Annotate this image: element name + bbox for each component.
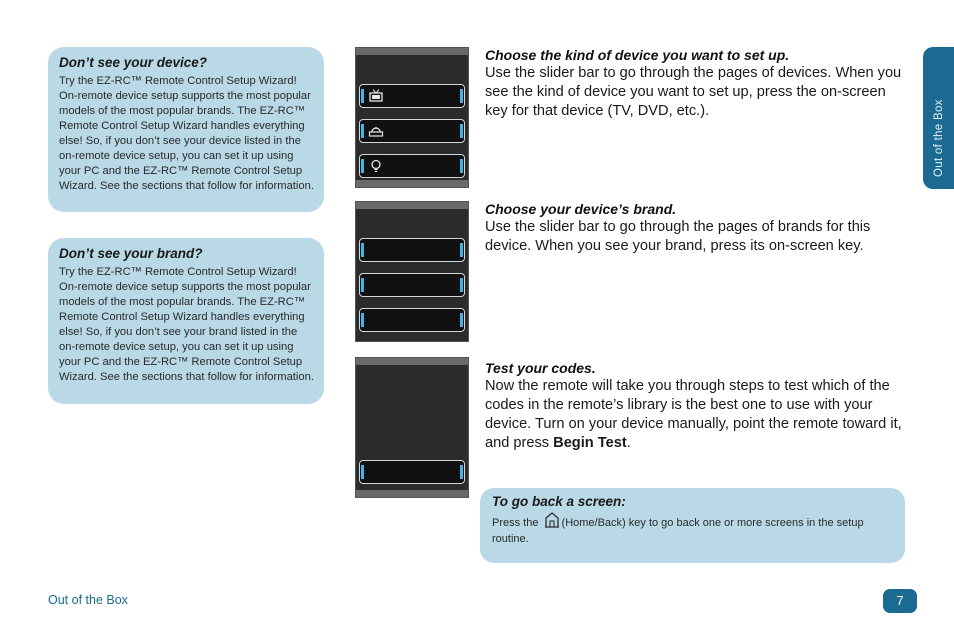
remote-screen-brands [355, 201, 469, 342]
tip-title: To go back a screen: [492, 494, 626, 509]
screen-top-bar [356, 202, 468, 209]
footer-section-name: Out of the Box [48, 593, 128, 607]
step-test-codes [485, 360, 905, 453]
screen-bottom-bar [356, 180, 468, 187]
callout-brand-text: Try the EZ-RC™ Remote Control Setup Wizard! On-remote device setup supports the most popular models of the most popular brands. The EZ-RC™ Remote Control Setup Wizard handles everything else! So, if you don’t see your brand listed in the on-remote device setup, you can set it up using your PC and the EZ-RC™ Remote Control Setup Wizard. See the sections that follow for information. [59, 266, 314, 383]
step-test-codes-text-after: . [626, 435, 631, 451]
step-choose-brand-title: Choose your device’s brand. [485, 201, 677, 217]
tip-text [492, 511, 893, 547]
step-choose-device-title: Choose the kind of device you want to set up. [485, 47, 790, 63]
screen-top-bar [356, 48, 468, 55]
tv-icon [368, 88, 384, 104]
callout-device-text: Try the EZ-RC™ Remote Control Setup Wizard! On-remote device setup supports the most popular models of the most popular brands. The EZ-RC™ Remote Control Setup Wizard handles everything else! So, if you don’t see your device listed in the on-remote device setup, you can set it up using your PC and the EZ-RC™ Remote Control Setup Wizard. See the sections that follow for information. [59, 75, 314, 192]
callout-device-title: Don’t see your device? [59, 55, 208, 70]
brand-key-3[interactable] [359, 308, 465, 332]
begin-test-label: Begin Test [553, 435, 627, 451]
step-test-codes-text-before: Now the remote will take you through steps to test which of the codes in the remote’s library is the best one to use with your device. Turn on your device manually, point the remote toward it, and press [485, 378, 902, 451]
home-back-icon [543, 511, 561, 529]
screen-bottom-bar [356, 490, 468, 497]
device-key-tv[interactable] [359, 84, 465, 108]
receiver-icon [368, 123, 384, 139]
tip-go-back [480, 488, 905, 563]
section-side-tab [923, 47, 954, 189]
device-key-receiver[interactable] [359, 119, 465, 143]
tip-text-before: Press the [492, 517, 542, 529]
remote-screen-test [355, 357, 469, 498]
remote-screen-devices [355, 47, 469, 188]
begin-test-key[interactable] [359, 460, 465, 484]
step-choose-device-text: Use the slider bar to go through the pages of devices. When you see the kind of device you want to set up, press the on-screen key for that device (TV, DVD, etc.). [485, 65, 902, 119]
section-side-tab-label: Out of the Box [933, 99, 945, 177]
callout-brand [48, 238, 324, 404]
callout-brand-title: Don’t see your brand? [59, 246, 203, 261]
step-choose-device [485, 47, 905, 121]
page-number: 7 [883, 589, 917, 613]
step-test-codes-text [485, 377, 905, 453]
bulb-icon [368, 158, 384, 174]
brand-key-2[interactable] [359, 273, 465, 297]
step-choose-brand [485, 201, 905, 256]
device-key-lighting[interactable] [359, 154, 465, 178]
callout-device [48, 47, 324, 212]
brand-key-1[interactable] [359, 238, 465, 262]
tip-text-after: (Home/Back) key to go back one or more screens in the setup routine. [492, 517, 864, 545]
step-choose-brand-text: Use the slider bar to go through the pages of brands for this device. When you see your brand, press its on-screen key. [485, 219, 871, 254]
step-test-codes-title: Test your codes. [485, 360, 596, 376]
screen-top-bar [356, 358, 468, 365]
